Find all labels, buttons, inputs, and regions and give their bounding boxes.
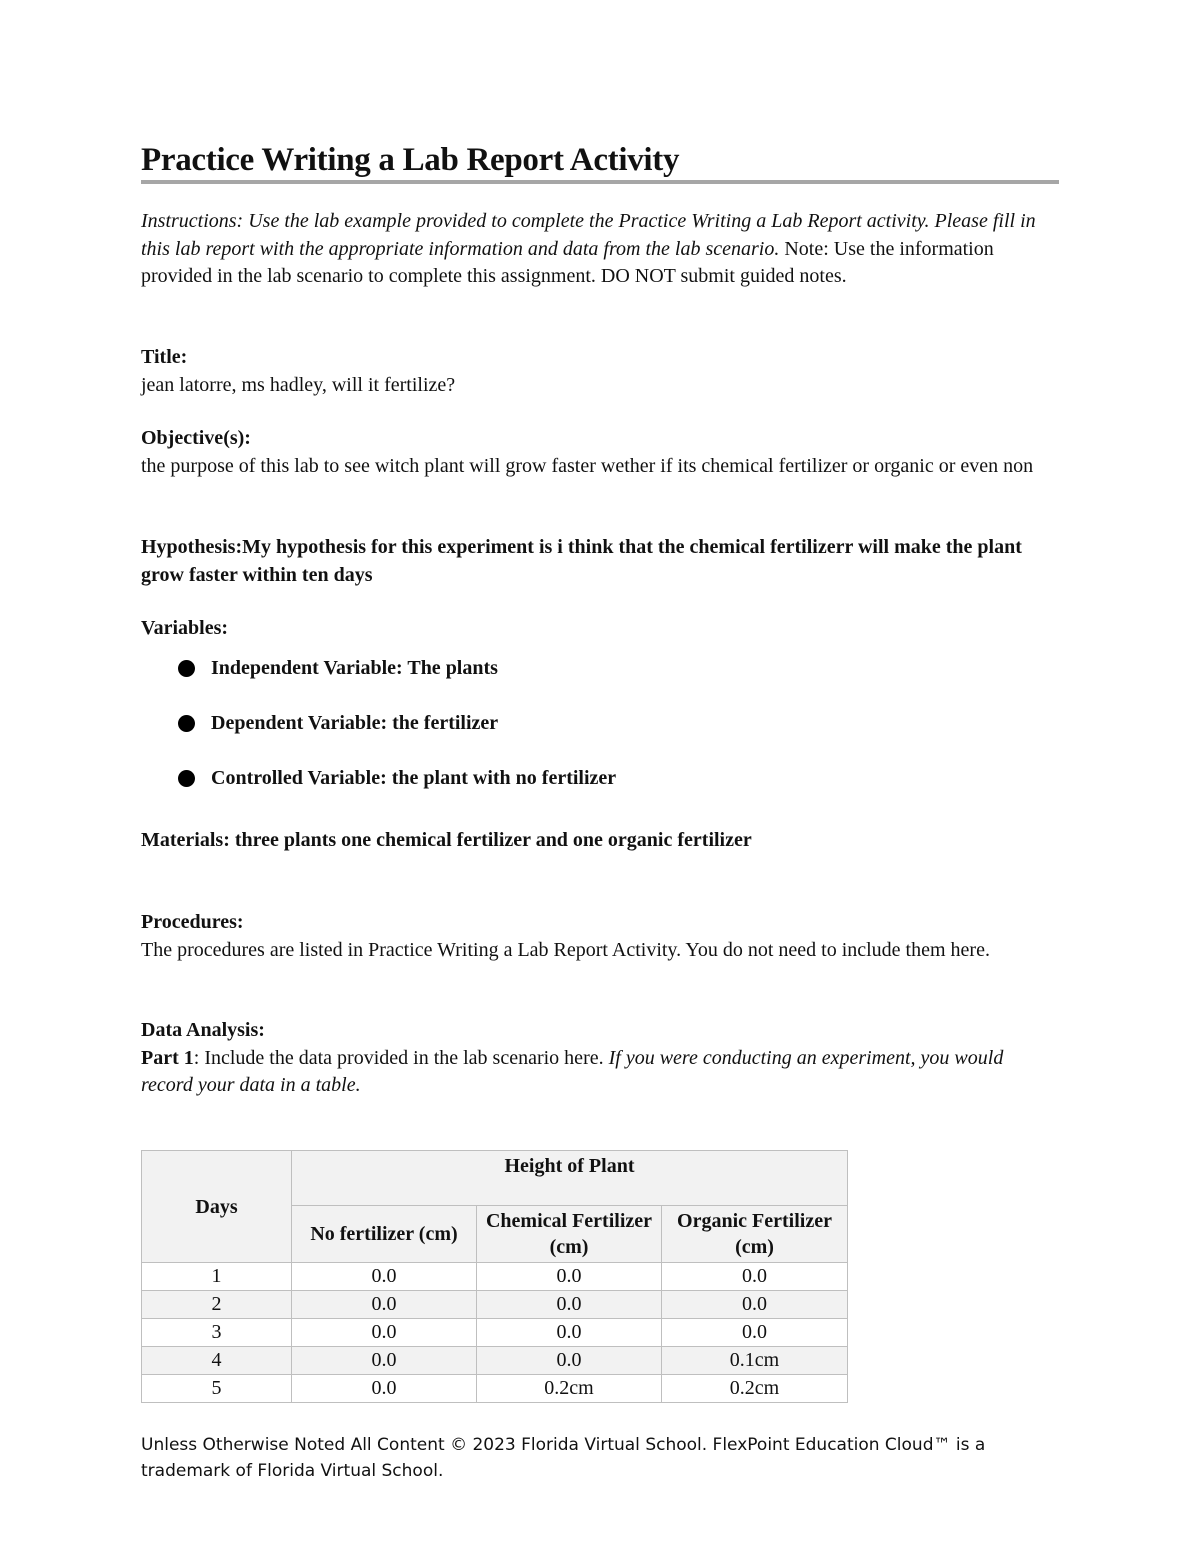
table-row [142,1263,848,1291]
table-cell: 0.0 [292,1375,477,1403]
table-cell: 0.0 [662,1263,848,1291]
table-cell: 0.0 [292,1347,477,1375]
height-group-header: Height of Plant [292,1151,848,1206]
hypothesis-paragraph: Hypothesis:My hypothesis for this experiment is i think that the chemical fertilizerr will make the plant grow faster within ten days [141,536,1022,586]
table-row [142,1319,848,1347]
instructions-note: Note: Use the information provided in the lab scenario to complete this assignment. DO NOT submit guided notes. [141,237,994,287]
table-cell: 0.0 [292,1263,477,1291]
table-cell: 0.0 [477,1263,662,1291]
table-cell: 0.0 [292,1319,477,1347]
procedures-label: Procedures: [141,911,244,933]
table-cell: 1 [142,1263,292,1291]
objective-label: Objective(s): [141,427,251,449]
table-cell: 3 [142,1319,292,1347]
table-cell: 5 [142,1375,292,1403]
procedures-value: The procedures are listed in Practice Writing a Lab Report Activity. You do not need to include them here. [141,938,990,961]
bullet-icon [178,660,195,677]
data-analysis-section [141,1017,1059,1100]
table-cell: 4 [142,1347,292,1375]
table-cell: 0.0 [477,1347,662,1375]
table-cell: 0.1cm [662,1347,848,1375]
table-row [142,1291,848,1319]
bullet-icon [178,770,195,787]
list-item [141,760,1059,815]
table-cell: 0.2cm [477,1375,662,1403]
variables-list [141,650,1059,815]
instructions-italic: Instructions: Use the lab example provided to complete the Practice Writing a Lab Report activity. Please fill in this lab report with the appropriate information and data from the lab scenario. [141,210,1036,260]
days-header: Days [142,1151,292,1263]
document-title: Practice Writing a Lab Report Activity [141,142,680,178]
table-cell: 2 [142,1291,292,1319]
variable-independent: Independent Variable: The plants [211,657,498,679]
materials-paragraph: Materials: three plants one chemical fertilizer and one organic fertilizer [141,829,752,851]
list-item [141,650,1059,705]
title-section [141,344,1059,399]
variable-dependent: Dependent Variable: the fertilizer [211,712,499,734]
column-header: No fertilizer (cm) [292,1206,477,1263]
variables-label: Variables: [141,617,229,639]
table-cell: 0.0 [662,1291,848,1319]
part1-label: Part 1 [141,1046,194,1069]
plant-height-table [141,1150,848,1403]
table-cell: 0.0 [662,1319,848,1347]
table-row [142,1375,848,1403]
part1-italic: If you were conducting an experiment, you would record your data in a table. [141,1046,1004,1096]
column-header: Chemical Fertilizer (cm) [477,1206,662,1263]
data-analysis-label: Data Analysis: [141,1019,265,1041]
table-cell: 0.2cm [662,1375,848,1403]
objective-value: the purpose of this lab to see witch plant will grow faster wether if its chemical fertilizer or organic or even non [141,454,1034,477]
data-analysis-part1 [141,1045,1059,1100]
instructions-paragraph [141,208,1059,291]
table-cell: 0.0 [477,1291,662,1319]
copyright-footer: Unless Otherwise Noted All Content © 2023 Florida Virtual School. FlexPoint Education Cloud™ is a trademark of Florida Virtual School. [141,1435,986,1481]
bullet-icon [178,715,195,732]
table-cell: 0.0 [477,1319,662,1347]
list-item [141,705,1059,760]
part1-plain: : Include the data provided in the lab scenario here. [193,1046,609,1069]
table-row [142,1347,848,1375]
title-label: Title: [141,346,188,368]
variable-controlled: Controlled Variable: the plant with no fertilizer [211,767,617,789]
column-header: Organic Fertilizer (cm) [662,1206,848,1263]
table-cell: 0.0 [292,1291,477,1319]
objective-section [141,425,1059,480]
title-value: jean latorre, ms hadley, will it fertilize? [141,373,456,396]
title-underline [141,180,1059,184]
procedures-section [141,909,1059,964]
